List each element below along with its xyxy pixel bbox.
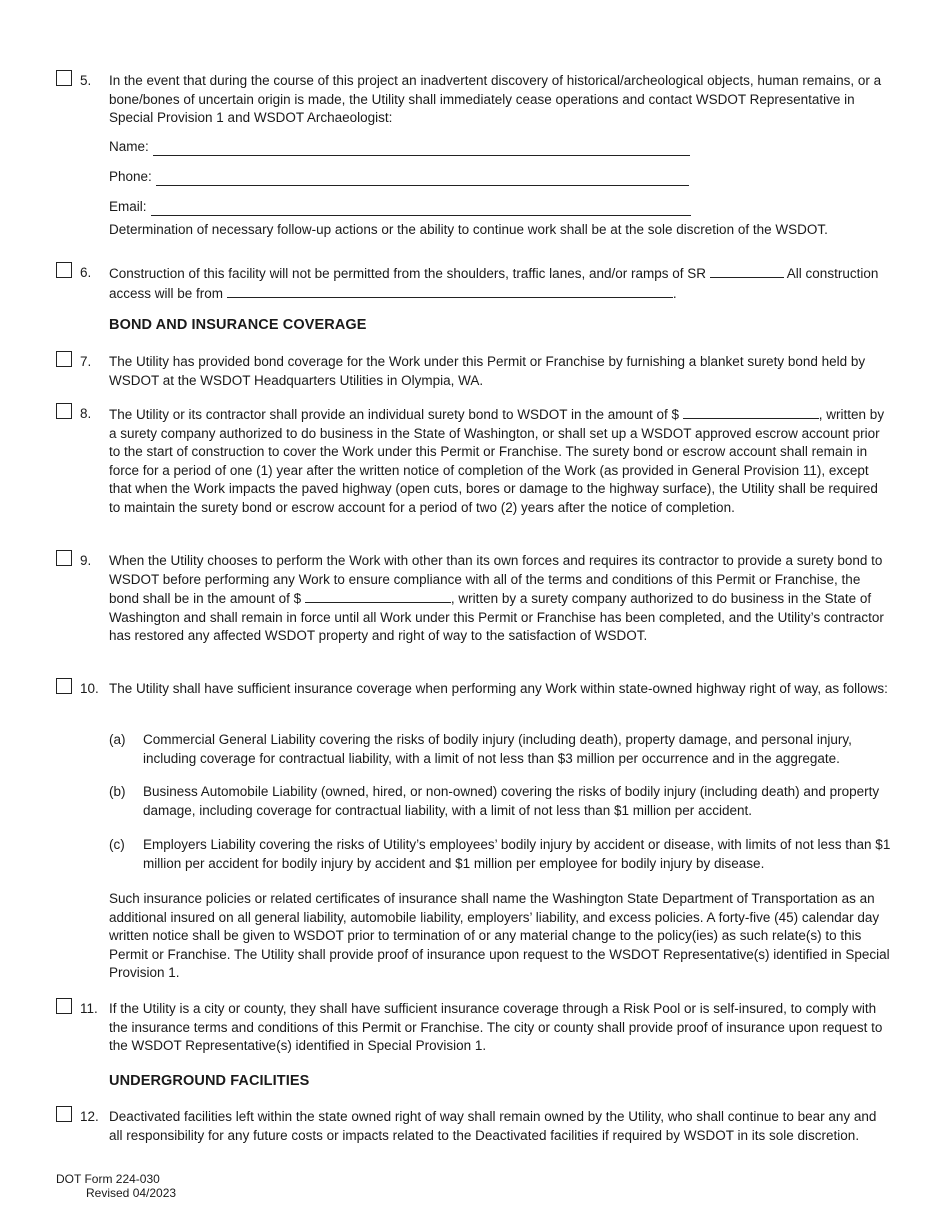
email-row — [109, 198, 691, 216]
item-9-checkbox[interactable] — [56, 550, 72, 566]
item-11-text: If the Utility is a city or county, they shall have sufficient insurance coverage through a Risk Pool or is self-insured, to comply with the insurance terms and conditions of this Permit or Franchise. The city or county shall provide proof of insurance upon request to the WSDOT Representative(s) identified in Special Provision 1. — [109, 1001, 883, 1054]
coverage-a-label: (a) — [109, 732, 126, 747]
item-10-text: The Utility shall have sufficient insurance coverage when performing any Work within state-owned highway right of way, as follows: — [109, 681, 888, 696]
item-8-text-a: The Utility or its contractor shall provide an individual surety bond to WSDOT in the amount of $ — [109, 407, 680, 422]
revision-date: Revised 04/2023 — [86, 1186, 177, 1200]
item-12-number: 12. — [80, 1109, 99, 1124]
item-5-checkbox[interactable] — [56, 70, 72, 86]
coverage-a-text: Commercial General Liability covering the risks of bodily injury (including death), property damage, and personal injury, including coverage for contractual liability, with a limit of not less than $3 million per occurrence and in the aggregate. — [143, 732, 852, 766]
item-6-text-a: Construction of this facility will not be permitted from the shoulders, traffic lanes, and/or ramps of SR — [109, 266, 707, 281]
sr-number-field[interactable] — [710, 264, 784, 278]
name-row — [109, 138, 690, 156]
contractor-bond-amount-field[interactable] — [305, 589, 451, 603]
item-8-body — [109, 405, 892, 518]
item-12-checkbox[interactable] — [56, 1106, 72, 1122]
item-9-text-a: When the Utility chooses to perform the Work with other than its own forces and requires its contractor to provide a surety bond to WSDOT before performing any Work to ensure compliance with all of the terms and conditions of this Permit or Franchise, the bond shall be in the amount of $ — [109, 553, 883, 607]
insurance-policies-text: Such insurance policies or related certificates of insurance shall name the Washington State Department of Transportation as an additional insured on all general liability, automobile liability, employers’ liability, and excess policies. A forty-five (45) calendar day written notice shall be given to WSDOT prior to termination of or any material change to the policy(ies) as such relate(s) to this Permit or Franchise. The Utility shall provide proof of insurance upon request to the WSDOT Representative(s) identified in Special Provision 1. — [109, 891, 890, 981]
name-field[interactable] — [153, 141, 690, 156]
email-field[interactable] — [151, 201, 691, 216]
item-11-checkbox[interactable] — [56, 998, 72, 1014]
bond-insurance-heading: BOND AND INSURANCE COVERAGE — [109, 317, 367, 333]
coverage-b-text: Business Automobile Liability (owned, hired, or non-owned) covering the risks of bodily injury (including death) and property damage, including coverage for contractual liability, with a limit of not less than $1 million per accident. — [143, 784, 880, 818]
item-8-text-b: , written by a surety company authorized to do business in the State of Washington, or shall set up a WSDOT approved escrow account prior to the start of construction to cover the Work under this Permit or Franchise. The surety bond or escrow account shall remain in force for a period of one (1) year after the written notice of completion of the Work (as provided in General Provision 11), except that when the Work impacts the paved highway (open cuts, bores or damage to the highway surface), the Utility shall be required to maintain the surety bond or escrow account for a period of two (2) years after the notice of completion. — [109, 407, 885, 515]
item-7-checkbox[interactable] — [56, 351, 72, 367]
item-9-number: 9. — [80, 553, 92, 568]
coverage-b-label: (b) — [109, 784, 126, 799]
construction-access-field[interactable] — [227, 284, 673, 298]
item-7-text: The Utility has provided bond coverage for the Work under this Permit or Franchise by furnishing a blanket surety bond held by WSDOT at the WSDOT Headquarters Utilities in Olympia, WA. — [109, 354, 866, 388]
item-12-text: Deactivated facilities left within the state owned right of way shall remain owned by the Utility, who shall continue to bear any and all responsibility for any future costs or impacts related to the Deactivated facilities if required by WSDOT in its sole discretion. — [109, 1109, 877, 1143]
underground-facilities-heading: UNDERGROUND FACILITIES — [109, 1073, 310, 1089]
item-6-text-end: . — [672, 285, 677, 301]
form-number: DOT Form 224-030 — [56, 1172, 160, 1186]
item-10-number: 10. — [80, 681, 99, 696]
phone-field[interactable] — [156, 171, 689, 186]
item-6-text-b: All construction access will be from — [109, 266, 879, 301]
item-5-text: In the event that during the course of this project an inadvertent discovery of historical/archeological objects, human remains, or a bone/bones of uncertain origin is made, the Utility shall immediately cease operations and contact WSDOT Representative in Special Provision 1 and WSDOT Archaeologist: — [109, 73, 882, 126]
item-11-number: 11. — [80, 1001, 98, 1016]
item-9-text-b: , written by a surety company authorized to do business in the State of Washington and shall remain in force until all Work under this Permit or Franchise has been completed, and the Utility’s contractor has restored any affected WSDOT property and right of way to the satisfaction of WSDOT. — [109, 591, 884, 644]
coverage-c-text: Employers Liability covering the risks of Utility’s employees’ bodily injury by accident or disease, with limits of not less than $1 million per accident for bodily injury by accident and $1 million per employee for bodily injury by disease. — [143, 837, 891, 871]
item-7-number: 7. — [80, 354, 92, 369]
phone-row — [109, 168, 689, 186]
name-label: Name: — [109, 139, 149, 154]
individual-bond-amount-field[interactable] — [683, 405, 819, 419]
item-9-body — [109, 552, 892, 646]
item-6-body — [109, 264, 892, 303]
coverage-c-label: (c) — [109, 837, 125, 852]
item-8-number: 8. — [80, 406, 92, 421]
phone-label: Phone: — [109, 169, 152, 184]
item-8-checkbox[interactable] — [56, 403, 72, 419]
item-6-number: 6. — [80, 265, 92, 280]
email-label: Email: — [109, 199, 147, 214]
item-6-checkbox[interactable] — [56, 262, 72, 278]
determination-text: Determination of necessary follow-up actions or the ability to continue work shall be at the sole discretion of the WSDOT. — [109, 222, 828, 237]
item-10-checkbox[interactable] — [56, 678, 72, 694]
item-5-number: 5. — [80, 73, 92, 88]
